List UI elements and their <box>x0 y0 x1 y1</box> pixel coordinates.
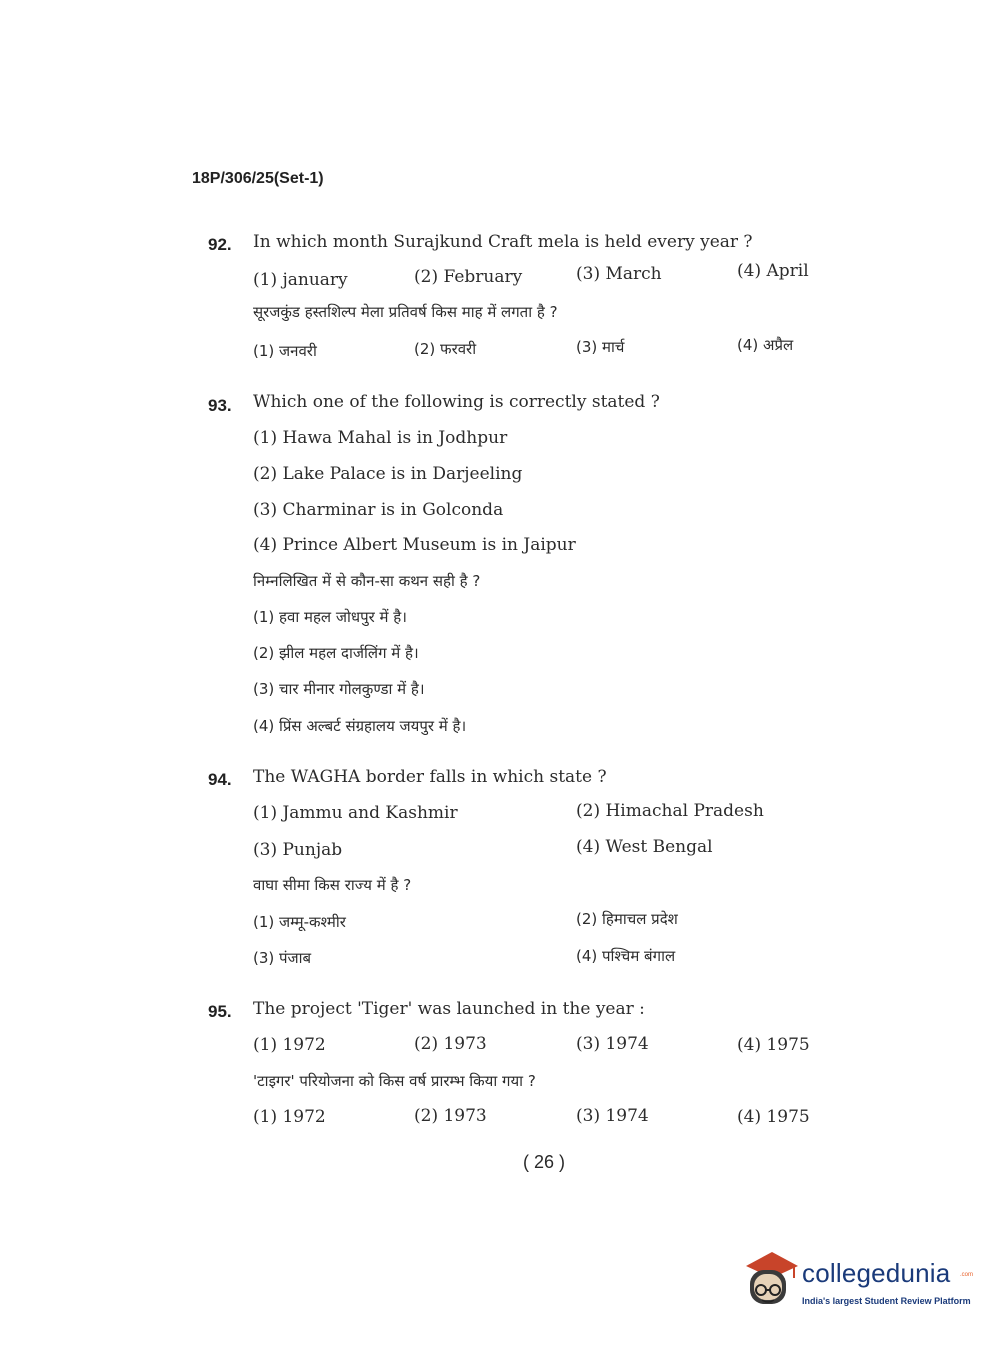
page-number: ( 26 ) <box>523 1152 566 1172</box>
option-3-hi: (3) 1974 <box>576 1106 649 1126</box>
option-2-en: (2) February <box>414 267 523 287</box>
question-number: 95. <box>208 1002 232 1021</box>
option-3-hi: (3) चार मीनार गोलकुण्डा में है। <box>253 680 425 698</box>
option-4-hi: (4) 1975 <box>737 1107 810 1127</box>
option-3-hi: (3) पंजाब <box>253 949 312 967</box>
option-4-en: (4) April <box>737 261 809 281</box>
option-2-hi: (2) 1973 <box>414 1106 487 1126</box>
option-1-hi: (1) हवा महल जोधपुर में है। <box>253 608 407 626</box>
logo-suffix: .com <box>960 1272 974 1278</box>
question-text-en: Which one of the following is correctly stated ? <box>253 392 660 412</box>
question-text-hi: 'टाइगर' परियोजना को किस वर्ष प्रारम्भ किया गया ? <box>253 1072 536 1090</box>
option-3-hi: (3) मार्च <box>576 338 625 356</box>
mascot-icon <box>742 1248 800 1314</box>
option-1-en: (1) Hawa Mahal is in Jodhpur <box>253 428 508 448</box>
option-4-en: (4) 1975 <box>737 1035 810 1055</box>
option-2-en: (2) 1973 <box>414 1034 487 1054</box>
question-text-hi: सूरजकुंड हस्तशिल्प मेला प्रतिवर्ष किस माह में लगता है ? <box>253 303 558 321</box>
option-2-en: (2) Lake Palace is in Darjeeling <box>253 464 523 484</box>
option-1-en: (1) january <box>253 270 348 290</box>
option-4-en: (4) West Bengal <box>576 837 713 857</box>
question-number: 94. <box>208 770 232 789</box>
question-text-hi: निम्नलिखित में से कौन-सा कथन सही है ? <box>253 572 481 590</box>
option-2-en: (2) Himachal Pradesh <box>576 801 764 821</box>
collegedunia-logo <box>742 1248 972 1318</box>
question-text-en: The WAGHA border falls in which state ? <box>253 767 607 787</box>
option-2-hi: (2) झील महल दार्जलिंग में है। <box>253 644 419 662</box>
option-3-en: (3) March <box>576 264 662 284</box>
option-1-en: (1) Jammu and Kashmir <box>253 803 458 823</box>
option-1-en: (1) 1972 <box>253 1035 326 1055</box>
option-4-en: (4) Prince Albert Museum is in Jaipur <box>253 535 576 555</box>
option-4-hi: (4) प्रिंस अल्बर्ट संग्रहालय जयपुर में है। <box>253 717 467 735</box>
option-3-en: (3) Charminar is in Golconda <box>253 500 504 520</box>
question-text-en: In which month Surajkund Craft mela is held every year ? <box>253 232 753 252</box>
option-3-en: (3) 1974 <box>576 1034 649 1054</box>
question-number: 92. <box>208 235 232 254</box>
option-2-hi: (2) हिमाचल प्रदेश <box>576 910 678 928</box>
option-1-hi: (1) जम्मू-कश्मीर <box>253 913 346 931</box>
option-1-hi: (1) जनवरी <box>253 342 317 360</box>
logo-tagline: India's largest Student Review Platform <box>802 1296 971 1306</box>
question-number: 93. <box>208 396 232 415</box>
option-4-hi: (4) अप्रैल <box>737 336 794 354</box>
option-2-hi: (2) फरवरी <box>414 340 477 358</box>
option-4-hi: (4) पश्चिम बंगाल <box>576 947 676 965</box>
logo-wordmark: collegedunia <box>802 1258 951 1288</box>
paper-code: 18P/306/25(Set-1) <box>192 170 324 187</box>
option-3-en: (3) Punjab <box>253 840 343 860</box>
option-1-hi: (1) 1972 <box>253 1107 326 1127</box>
question-text-hi: वाघा सीमा किस राज्य में है ? <box>253 876 412 894</box>
question-text-en: The project 'Tiger' was launched in the year : <box>253 999 645 1019</box>
